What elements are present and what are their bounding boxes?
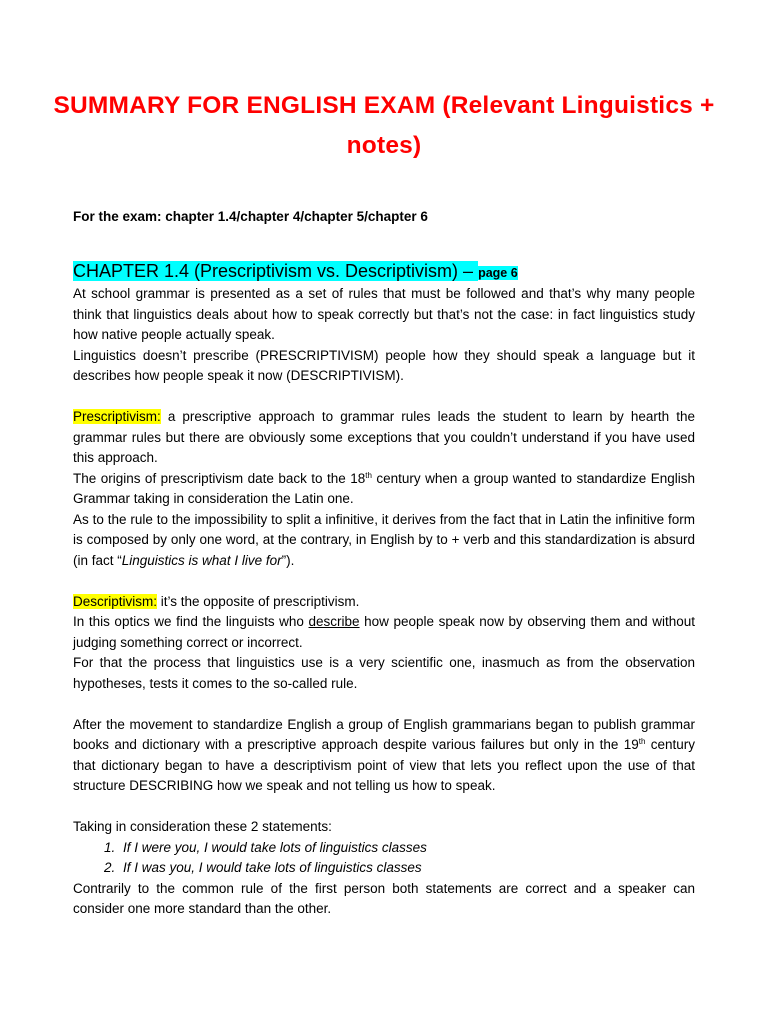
- intro-paragraph-2: Linguistics doesn’t prescribe (PRESCRIPTIVISM) people how they should speak a language but it describes how people speak it now (DESCRIPTIVISM).: [73, 347, 695, 383]
- prescriptivism-paragraph-3: As to the rule to the impossibility to split a infinitive, it derives from the fact that in Latin the infinitive form is composed by only one word, at the contrary, in English by to + verb and this standardization is absurd (in fact “Linguistics is what I live for”).: [73, 511, 695, 568]
- prescriptivism-paragraph-1: Prescriptivism: a prescriptive approach to grammar rules leads the student to learn by hearth the grammar rules but there are obviously some exceptions that you couldn’t understand if you have used this approach.: [73, 409, 695, 465]
- chapter-page-ref: page 6: [478, 266, 518, 280]
- prescriptivism-label: Prescriptivism:: [73, 409, 161, 424]
- describe-underlined: describe: [308, 614, 360, 629]
- exam-chapters-line: For the exam: chapter 1.4/chapter 4/chapter 5/chapter 6: [73, 209, 428, 224]
- descriptivism-paragraph-2: In this optics we find the linguists who describe how people speak now by observing them and without judging something correct or incorrect.: [73, 614, 695, 650]
- chapter-heading: [73, 258, 518, 284]
- prescriptivism-paragraph-2: The origins of prescriptivism date back to the 18th century when a group wanted to standardize English Grammar taking in consideration the Latin one.: [73, 470, 696, 506]
- document-page: [53, 0, 715, 1024]
- intro-paragraph-1: At school grammar is presented as a set of rules that must be followed and that’s why many people think that linguistics deals about how to speak correctly but that’s not the case: in fact linguistics study how native people actually speak.: [73, 286, 695, 342]
- descriptivism-paragraph-3: For that the process that linguistics use is a very scientific one, inasmuch as from the observation hypotheses, tests it comes to the so-called rule.: [73, 655, 695, 691]
- movement-paragraph: After the movement to standardize English a group of English grammarians began to publish grammar books and dictionary with a prescriptive approach despite various failures but only in the 19th century that dictionary began to have a descriptivism point of view that lets you reflect upon the use of that structure DESCRIBING how we speak and not telling us how to speak.: [73, 716, 695, 793]
- statements-list: [73, 838, 695, 879]
- statements-intro: Taking in consideration these 2 statements:: [73, 819, 332, 834]
- descriptivism-paragraph-1: Descriptivism: it’s the opposite of prescriptivism.: [73, 593, 360, 609]
- list-item: 1. If I were you, I would take lots of linguistics classes: [119, 838, 695, 859]
- descriptivism-label: Descriptivism:: [73, 593, 158, 609]
- statements-conclusion: Contrarily to the common rule of the first person both statements are correct and a speaker can consider one more standard than the other.: [73, 880, 695, 916]
- list-item: 2. If I was you, I would take lots of linguistics classes: [119, 858, 695, 879]
- document-title: SUMMARY FOR ENGLISH EXAM (Relevant Linguistics + notes): [53, 92, 715, 159]
- quote-example: Linguistics is what I live for: [121, 552, 282, 568]
- document-body: [73, 284, 695, 920]
- chapter-title: CHAPTER 1.4 (Prescriptivism vs. Descriptivism) –: [73, 261, 479, 281]
